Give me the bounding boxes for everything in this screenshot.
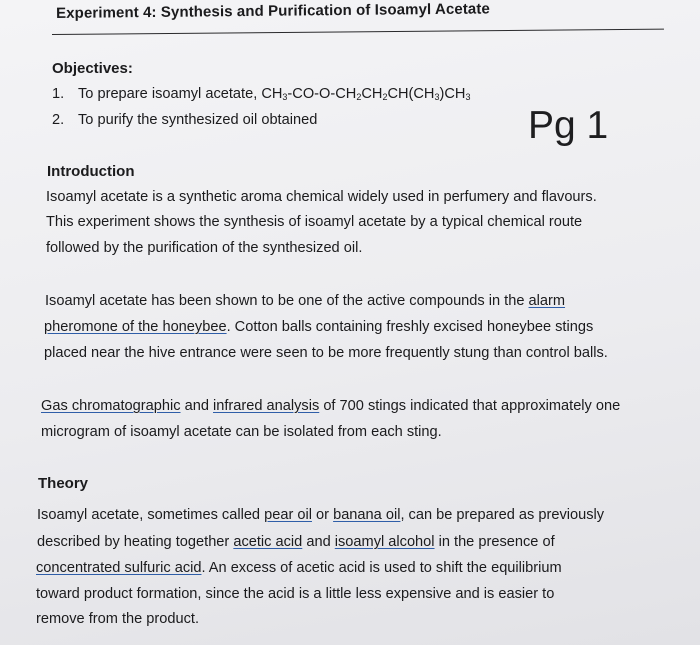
intro-p3-line-1 (41, 398, 620, 414)
theory-heading: Theory (38, 475, 89, 492)
underlined-text: pear oil (264, 507, 312, 523)
underlined-text: acetic acid (233, 534, 303, 550)
formula-part: CH (361, 86, 383, 102)
formula-subscript: 2 (356, 92, 362, 102)
title-underline (52, 29, 664, 35)
formula-subscript: 3 (282, 92, 288, 102)
theory-line-4: toward product formation, since the acid is a little less expensive and is easier to (36, 586, 555, 602)
theory-line-5: remove from the product. (36, 611, 200, 627)
formula-part: -CO-O-CH (287, 86, 357, 102)
text-span: Isoamyl acetate has been shown to be one of the active compounds in the (45, 293, 529, 309)
intro-p2-line-1 (45, 293, 565, 309)
objective-item-1 (52, 86, 470, 102)
intro-p1-line-2: This experiment shows the synthesis of isoamyl acetate by a typical chemical route (46, 214, 583, 230)
text-span: described by heating together (37, 534, 234, 550)
objective-text: To purify the synthesized oil obtained (78, 112, 318, 128)
formula-subscript: 3 (434, 92, 440, 102)
page-label: Pg 1 (528, 104, 609, 147)
intro-p2-line-2 (44, 319, 593, 335)
underlined-text: banana oil (333, 507, 401, 523)
theory-line-3 (36, 560, 562, 576)
text-span: or (311, 507, 334, 523)
text-span: of 700 stings indicated that approximately one (319, 398, 621, 414)
text-span: and (302, 534, 335, 550)
underlined-text: concentrated sulfuric acid (36, 560, 202, 576)
text-span: . An excess of acetic acid is used to shift the equilibrium (201, 560, 562, 576)
intro-p3-line-2: microgram of isoamyl acetate can be isolated from each sting. (41, 424, 442, 440)
objective-number: 1. (52, 86, 65, 102)
theory-line-1 (37, 507, 604, 523)
underlined-text: Gas chromatographic (41, 398, 181, 414)
text-span: . Cotton balls containing freshly excised honeybee stings (226, 319, 594, 335)
intro-p1-line-1: Isoamyl acetate is a synthetic aroma chemical widely used in perfumery and flavours. (46, 189, 597, 205)
underlined-text: infrared analysis (213, 398, 320, 414)
theory-line-2 (37, 534, 555, 550)
formula-part: CH(CH (387, 86, 435, 102)
text-span: Isoamyl acetate, sometimes called (37, 507, 265, 523)
intro-p1-line-3: followed by the purification of the synthesized oil. (46, 240, 363, 256)
objective-item-2 (52, 112, 317, 128)
underlined-text: isoamyl alcohol (334, 534, 435, 550)
introduction-heading: Introduction (47, 163, 135, 180)
objectives-heading: Objectives: (52, 60, 133, 77)
document-title: Experiment 4: Synthesis and Purification of Isoamyl Acetate (56, 0, 490, 22)
text-span: and (180, 398, 213, 414)
formula-subscript: 2 (382, 92, 388, 102)
formula-subscript: 3 (465, 92, 471, 102)
intro-p2-line-3: placed near the hive entrance were seen to be more frequently stung than control balls. (44, 345, 608, 361)
underlined-text: alarm (528, 293, 566, 309)
underlined-text: pheromone of the honeybee (44, 319, 227, 335)
formula-part: )CH (439, 86, 466, 102)
text-span: , can be prepared as previously (400, 507, 605, 523)
text-span: in the presence of (434, 534, 555, 550)
objective-number: 2. (52, 112, 65, 128)
objective-text: To prepare isoamyl acetate, CH (78, 86, 283, 102)
